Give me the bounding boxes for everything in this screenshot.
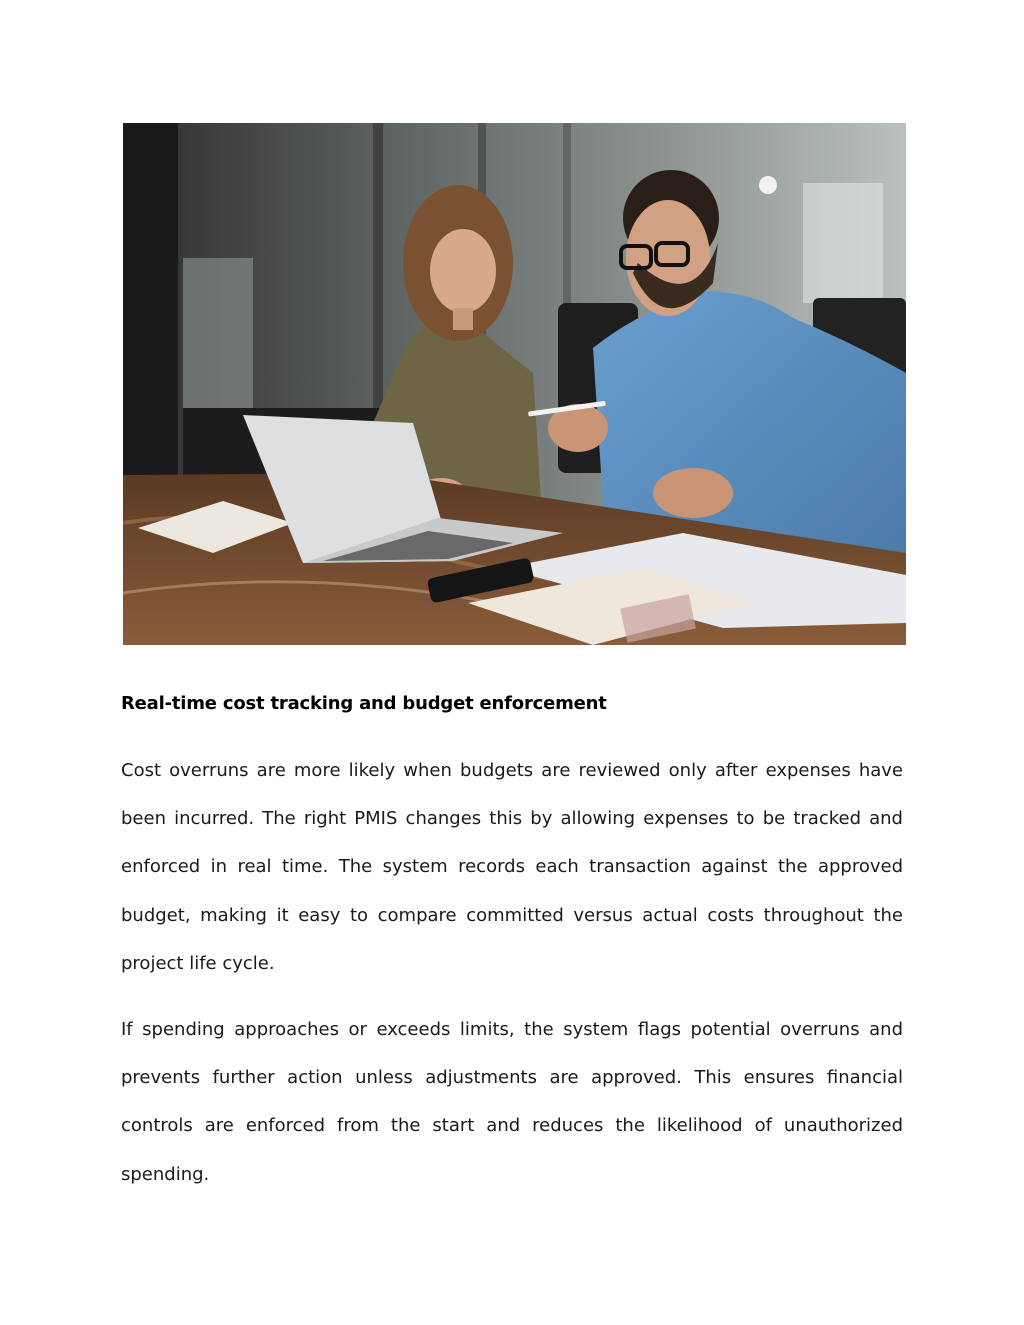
body-paragraph: Cost overruns are more likely when budgets are reviewed only after expenses have been incurred. The right PMIS changes this by allowing expenses to be tracked and enforced in real time. The system records each transaction against the approved budget, making it easy to compare committed versus actual costs throughout the project life cycle. [121, 760, 903, 974]
office-photo [123, 123, 906, 645]
body-paragraph: If spending approaches or exceeds limits, the system flags potential overruns and prevents further action unless adjustments are approved. This ensures financial controls are enforced from the start and reduces the likelihood of unauthorized spending. [121, 1019, 903, 1185]
section-heading: Real-time cost tracking and budget enforcement [121, 693, 607, 714]
